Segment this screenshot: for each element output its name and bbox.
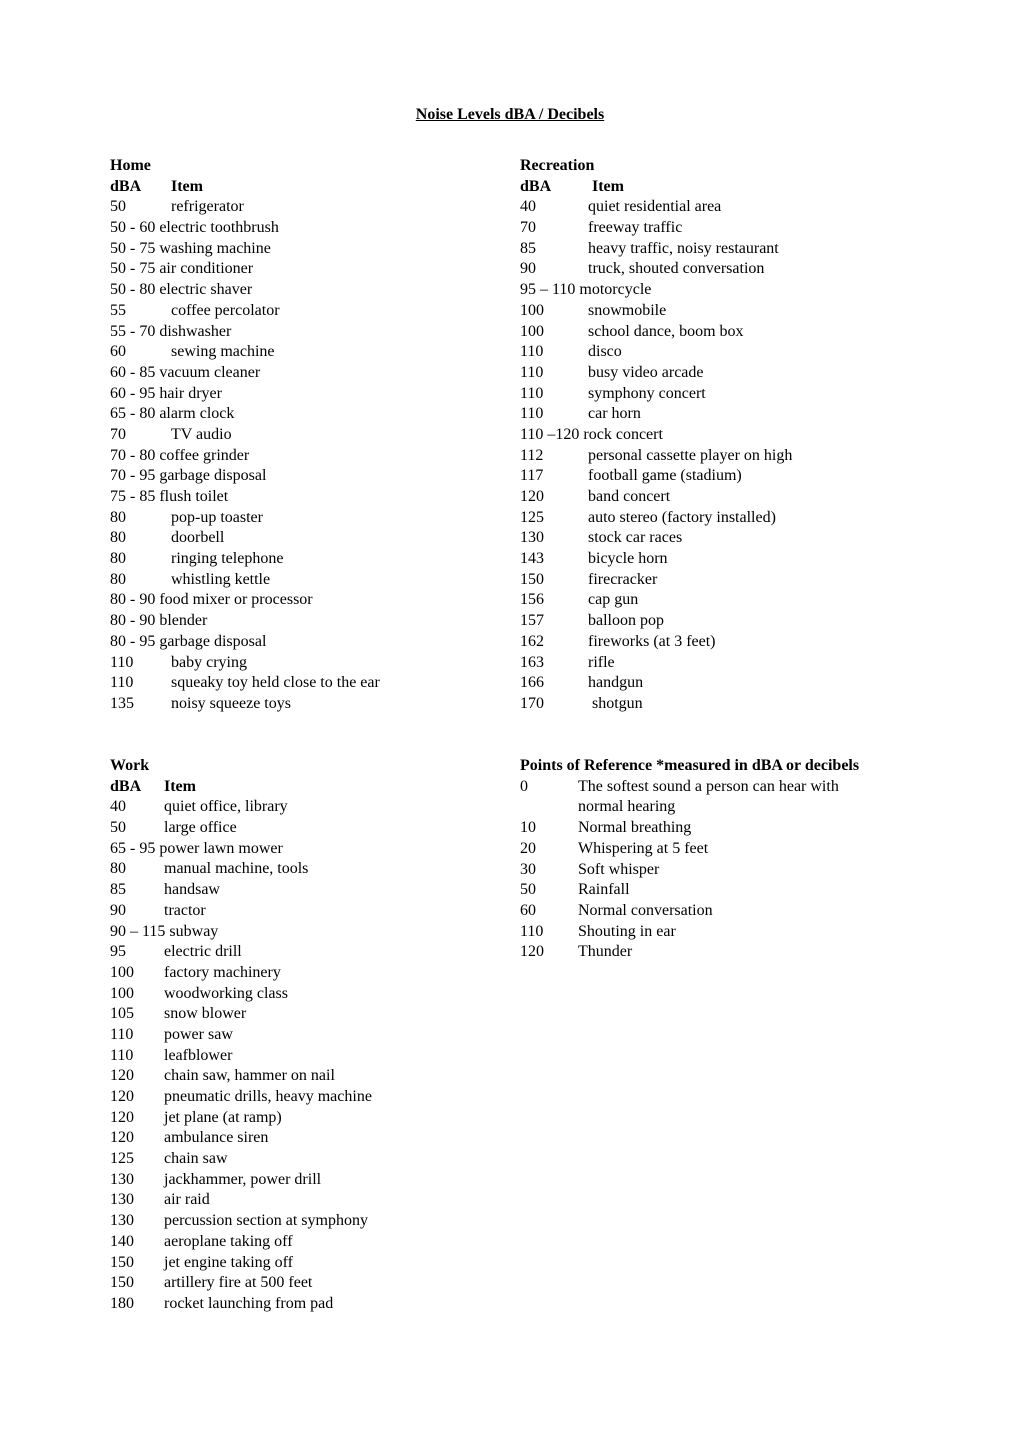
recreation-row [520,694,792,715]
home-row [110,508,380,529]
recreation-row [520,322,792,343]
recreation-row-dba: 162 [520,632,544,650]
recreation-row-item: personal cassette player on high [588,446,793,464]
work-row-item: woodworking class [164,984,288,1002]
home-row [110,363,380,384]
home-row-dba: 60 [110,343,126,361]
recreation-row-item: firecracker [588,570,658,588]
work-row [110,839,372,860]
work-row [110,1046,372,1067]
recreation-column-headers [520,177,792,198]
recreation-row-dba: 110 –120 [520,425,580,443]
recreation-row-item: busy video arcade [588,363,704,381]
work-table [110,797,372,1314]
recreation-row-dba: 112 [520,446,544,464]
home-row-item: doorbell [171,529,225,547]
recreation-row-item: disco [588,343,622,361]
home-row-item: sewing machine [171,343,275,361]
home-row [110,322,380,343]
home-row-item: whistling kettle [171,570,271,588]
recreation-row [520,673,792,694]
work-row-dba: 120 [110,1108,134,1126]
home-row [110,632,380,653]
home-row-item: dishwasher [155,322,232,340]
recreation-row-item: band concert [588,488,671,505]
recreation-row-dba: 120 [520,488,544,505]
work-row-dba: 180 [110,1294,134,1312]
home-row-item: pop-up toaster [171,508,263,526]
recreation-row [520,446,792,467]
recreation-row [520,611,792,632]
recreation-row [520,218,792,239]
recreation-table [520,197,792,714]
recreation-row-dba: 40 [520,198,536,216]
home-row-item: coffee percolator [171,301,280,319]
work-row-item: manual machine, tools [164,860,309,878]
home-row [110,259,380,280]
recreation-row-item: cap gun [588,591,639,609]
home-row-dba: 60 - 95 [110,384,156,402]
recreation-row-item: auto stereo (factory installed) [588,508,776,526]
recreation-row-dba: 70 [520,219,536,237]
work-row [110,1170,372,1191]
reference-row-item: Soft whisper [578,860,660,878]
work-row [110,942,372,963]
work-column-headers [110,777,372,798]
recreation-row-dba: 85 [520,239,536,257]
recreation-row [520,570,792,591]
work-row-item: aeroplane taking off [164,1232,293,1250]
home-row-dba: 50 [110,198,126,216]
home-row-dba: 80 [110,570,126,588]
reference-section [520,756,940,963]
recreation-row-dba: 143 [520,550,544,568]
work-row [110,1004,372,1025]
work-row-dba: 65 - 95 [110,839,156,857]
work-row [110,1149,372,1170]
work-row [110,984,372,1005]
work-row [110,1253,372,1274]
home-row [110,673,380,694]
home-section [110,156,380,715]
work-row-item: quiet office, library [164,798,288,816]
recreation-row [520,632,792,653]
home-row-item: coffee grinder [155,446,250,464]
work-row [110,818,372,839]
recreation-row-item: school dance, boom box [588,322,744,340]
work-row-item: electric drill [164,943,242,961]
work-row-dba: 120 [110,1129,134,1147]
work-row-item: power saw [164,1025,233,1043]
work-row [110,1128,372,1149]
work-row-dba: 100 [110,963,134,981]
recreation-row [520,653,792,674]
work-row [110,1273,372,1294]
home-row-item: blender [155,612,208,630]
work-row-dba: 140 [110,1232,134,1250]
work-row [110,880,372,901]
home-row-dba: 70 - 80 [110,446,156,464]
recreation-heading: Recreation [520,157,595,174]
recreation-row-item: stock car races [588,529,683,547]
home-row [110,570,380,591]
home-row-item: vacuum cleaner [155,363,261,381]
reference-table [520,777,940,963]
recreation-row-dba: 150 [520,570,544,588]
recreation-col-dba: dBA [520,177,552,195]
home-row [110,404,380,425]
work-row-dba: 120 [110,1067,134,1085]
reference-heading: Points of Reference *measured in dBA or decibels [520,757,860,774]
work-row-dba: 100 [110,984,134,1002]
reference-row [520,901,940,922]
work-row-item: rocket launching from pad [164,1294,334,1312]
home-col-item: Item [171,177,203,195]
work-row-dba: 80 [110,860,126,878]
recreation-row-item: freeway traffic [588,219,683,237]
work-row-dba: 110 [110,1025,134,1043]
home-row [110,590,380,611]
home-row-item: garbage disposal [155,632,267,650]
home-row-dba: 110 [110,674,134,692]
home-row-item: baby crying [171,653,247,671]
home-row-dba: 80 [110,529,126,547]
home-row-item: air conditioner [155,260,254,278]
work-row-dba: 110 [110,1046,134,1064]
recreation-row [520,549,792,570]
recreation-row [520,259,792,280]
reference-row-item: The softest sound a person can hear with normal hearing [578,777,839,816]
work-row-item: artillery fire at 500 feet [164,1274,313,1292]
work-row [110,1211,372,1232]
recreation-row [520,280,792,301]
reference-row-dba: 0 [520,777,528,795]
recreation-row [520,239,792,260]
work-row [110,1190,372,1211]
home-row-dba: 50 - 75 [110,239,156,257]
home-row-item: noisy squeeze toys [171,694,291,712]
recreation-row-dba: 110 [520,384,544,402]
work-row-item: chain saw [164,1150,228,1168]
recreation-row-dba: 130 [520,529,544,547]
work-section [110,756,372,1315]
work-row-item: large office [164,819,237,837]
recreation-row-item: rock concert [579,425,663,443]
page-title: Noise Levels dBA / Decibels [415,106,605,123]
home-row-dba: 70 - 95 [110,467,156,485]
recreation-col-item: Item [592,177,624,195]
work-row [110,1025,372,1046]
home-row-item: ringing telephone [171,550,284,568]
recreation-row-dba: 117 [520,467,544,485]
reference-row-item: Rainfall [578,881,630,899]
work-row-item: leafblower [164,1046,233,1064]
recreation-row-dba: 170 [520,694,544,712]
recreation-row [520,197,792,218]
recreation-row-item: truck, shouted conversation [588,260,765,278]
work-row-dba: 90 – 115 [110,922,166,940]
home-row-item: electric shaver [155,281,253,299]
work-row-item: handsaw [164,881,220,899]
recreation-row-dba: 100 [520,322,544,340]
home-row [110,446,380,467]
work-row [110,922,372,943]
recreation-row [520,384,792,405]
work-col-dba: dBA [110,777,142,795]
reference-row-dba: 50 [520,881,536,899]
reference-row-item: Thunder [578,943,633,961]
recreation-row-dba: 110 [520,363,544,381]
home-row-dba: 55 - 70 [110,322,156,340]
recreation-row [520,466,792,487]
recreation-row-item: bicycle horn [588,550,668,568]
reference-row-dba: 110 [520,922,544,940]
home-row-item: refrigerator [171,198,244,216]
home-row [110,487,380,508]
work-heading: Work [110,757,150,774]
reference-row-dba: 60 [520,901,536,919]
home-row [110,218,380,239]
home-row-item: food mixer or processor [155,591,313,609]
work-row-item: chain saw, hammer on nail [164,1067,335,1085]
home-row-dba: 80 - 95 [110,632,156,650]
recreation-row [520,508,792,529]
work-row-dba: 120 [110,1088,134,1105]
home-row [110,425,380,446]
work-row-item: jet engine taking off [164,1253,293,1271]
work-row-dba: 130 [110,1170,134,1188]
recreation-row [520,342,792,363]
home-row-dba: 65 - 80 [110,405,156,423]
home-row [110,694,380,715]
work-row-item: jackhammer, power drill [164,1170,322,1188]
home-row-item: hair dryer [155,384,222,402]
reference-row [520,922,940,943]
recreation-row [520,590,792,611]
recreation-row-dba: 125 [520,508,544,526]
reference-row-item: Normal breathing [578,819,692,837]
reference-row-dba: 10 [520,819,536,837]
reference-row [520,942,940,963]
home-row [110,549,380,570]
home-row-dba: 50 - 60 [110,219,156,237]
work-row-dba: 150 [110,1274,134,1292]
work-row-dba: 90 [110,901,126,919]
home-col-dba: dBA [110,177,142,195]
recreation-row-dba: 163 [520,653,544,671]
recreation-row-item: football game (stadium) [588,467,742,485]
reference-row [520,880,940,901]
reference-row-dba: 30 [520,860,536,878]
home-row-dba: 80 [110,508,126,526]
recreation-row-dba: 110 [520,405,544,423]
home-row-dba: 70 [110,425,126,443]
work-row-item: snow blower [164,1005,247,1023]
work-row [110,901,372,922]
work-row [110,1108,372,1129]
recreation-row [520,301,792,322]
recreation-row-item: motorcycle [575,281,652,299]
home-row-dba: 80 - 90 [110,612,156,630]
work-row [110,1232,372,1253]
recreation-row-item: shotgun [588,694,643,712]
work-row-item: tractor [164,901,206,919]
recreation-row [520,425,792,446]
work-row-dba: 95 [110,943,126,961]
home-row [110,528,380,549]
home-row-dba: 80 [110,550,126,568]
reference-row-item: Shouting in ear [578,922,676,940]
work-row [110,963,372,984]
work-row-dba: 125 [110,1150,134,1168]
recreation-row [520,363,792,384]
recreation-row-item: symphony concert [588,384,706,402]
recreation-row-dba: 156 [520,591,544,609]
home-row-dba: 50 - 75 [110,260,156,278]
recreation-row-item: car horn [588,405,641,423]
work-row-dba: 105 [110,1005,134,1023]
reference-row-dba: 20 [520,839,536,857]
work-row [110,1087,372,1108]
home-row-item: alarm clock [155,405,235,423]
home-row [110,280,380,301]
home-row-item: flush toilet [155,488,229,505]
recreation-row [520,528,792,549]
work-row-item: air raid [164,1191,210,1209]
recreation-row-item: quiet residential area [588,198,722,216]
recreation-row-dba: 100 [520,301,544,319]
work-row-item: pneumatic drills, heavy machine [164,1088,372,1105]
home-heading: Home [110,157,151,174]
home-row-item: electric toothbrush [155,219,279,237]
reference-row [520,777,940,818]
recreation-row-dba: 166 [520,674,544,692]
work-row-dba: 130 [110,1212,134,1230]
home-column-headers [110,177,380,198]
reference-row [520,818,940,839]
work-row [110,1294,372,1315]
home-row [110,239,380,260]
home-row-dba: 50 - 80 [110,281,156,299]
home-row [110,301,380,322]
recreation-row-dba: 95 – 110 [520,281,576,299]
work-row-dba: 130 [110,1191,134,1209]
reference-row [520,839,940,860]
work-row-item: subway [165,922,219,940]
work-row-dba: 50 [110,819,126,837]
home-row-dba: 75 - 85 [110,488,156,505]
home-row-item: squeaky toy held close to the ear [171,674,380,692]
work-row-item: percussion section at symphony [164,1212,368,1230]
home-table [110,197,380,714]
recreation-row-item: heavy traffic, noisy restaurant [588,239,779,257]
home-row-dba: 80 - 90 [110,591,156,609]
recreation-row-dba: 110 [520,343,544,361]
work-row [110,859,372,880]
recreation-row [520,487,792,508]
home-row-dba: 135 [110,694,134,712]
home-row-dba: 110 [110,653,134,671]
work-row [110,797,372,818]
work-row [110,1066,372,1087]
recreation-row-dba: 157 [520,612,544,630]
work-row-dba: 150 [110,1253,134,1271]
reference-row-item: Normal conversation [578,901,713,919]
recreation-row-item: handgun [588,674,644,692]
home-row [110,466,380,487]
work-row-dba: 40 [110,798,126,816]
work-row-item: jet plane (at ramp) [164,1108,282,1126]
home-row [110,197,380,218]
home-row [110,611,380,632]
home-row-item: garbage disposal [155,467,267,485]
recreation-row-item: rifle [588,653,615,671]
home-row [110,384,380,405]
work-row-item: power lawn mower [155,839,283,857]
reference-row-item: Whispering at 5 feet [578,839,709,857]
recreation-row-item: balloon pop [588,612,664,630]
work-col-item: Item [164,777,196,795]
recreation-section [520,156,792,715]
recreation-row [520,404,792,425]
recreation-row-dba: 90 [520,260,536,278]
work-row-item: ambulance siren [164,1129,269,1147]
home-row-dba: 60 - 85 [110,363,156,381]
recreation-row-item: fireworks (at 3 feet) [588,632,716,650]
work-row-dba: 85 [110,881,126,899]
home-row-item: washing machine [155,239,271,257]
work-row-item: factory machinery [164,963,281,981]
reference-row-dba: 120 [520,943,544,961]
home-row-dba: 55 [110,301,126,319]
home-row [110,653,380,674]
home-row [110,342,380,363]
reference-row [520,860,940,881]
home-row-item: TV audio [171,425,232,443]
recreation-row-item: snowmobile [588,301,667,319]
